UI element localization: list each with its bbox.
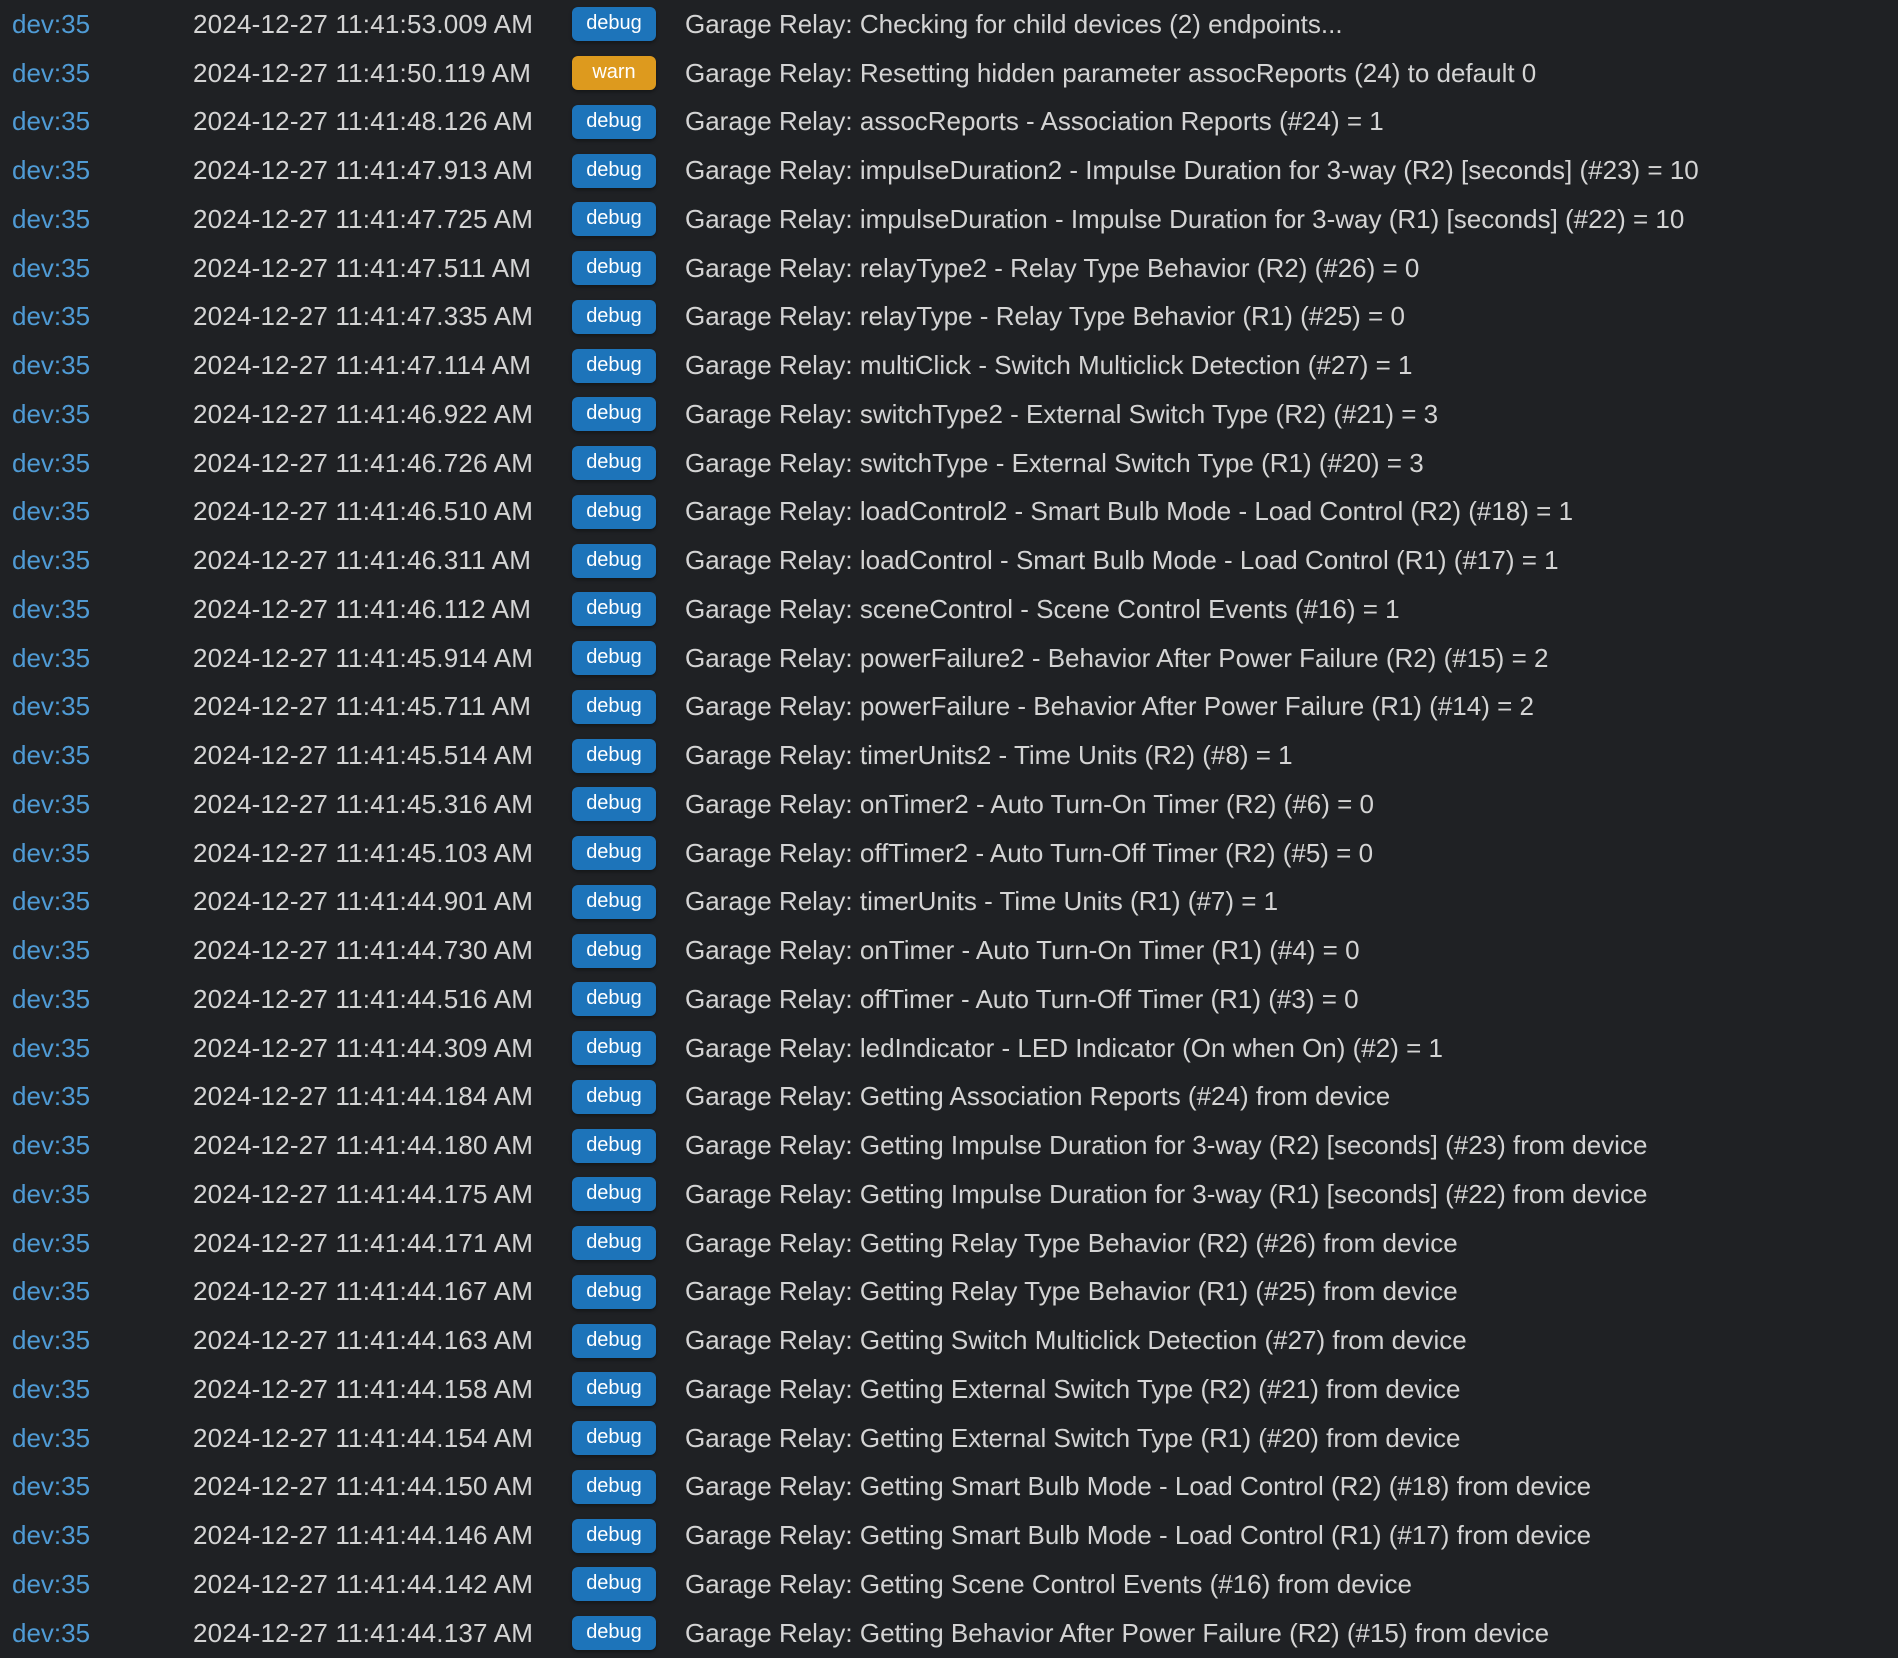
log-row [0,1073,1898,1122]
timestamp: 2024-12-27 11:41:46.311 AM [193,545,532,576]
timestamp: 2024-12-27 11:41:47.114 AM [193,350,532,381]
level-badge-cell [560,1177,685,1211]
log-row [0,49,1898,98]
level-badge: debug [572,885,656,919]
log-row [0,1024,1898,1073]
level-badge-cell [560,105,685,139]
device-link[interactable]: dev:35 [12,593,91,624]
log-message: Garage Relay: relayType2 - Relay Type Behavior (R2) (#26) = 0 [685,252,1420,283]
level-badge-cell [560,7,685,41]
level-badge-cell [560,446,685,480]
level-badge-cell [560,495,685,529]
log-message: Garage Relay: Getting External Switch Type (R2) (#21) from device [685,1373,1461,1404]
level-badge: debug [572,349,656,383]
log-row [0,98,1898,147]
level-badge-cell [560,349,685,383]
level-badge-cell [560,885,685,919]
device-link[interactable]: dev:35 [12,1325,91,1356]
level-badge: debug [572,154,656,188]
device-link[interactable]: dev:35 [12,350,91,381]
log-row [0,1414,1898,1463]
device-link[interactable]: dev:35 [12,57,91,88]
log-message: Garage Relay: relayType - Relay Type Behavior (R1) (#25) = 0 [685,301,1405,332]
log-row [0,1463,1898,1512]
timestamp: 2024-12-27 11:41:48.126 AM [193,106,534,137]
level-badge: debug [572,397,656,431]
level-badge-cell [560,397,685,431]
timestamp: 2024-12-27 11:41:44.171 AM [193,1227,534,1258]
level-badge-cell [560,544,685,578]
log-row [0,341,1898,390]
level-badge-cell [560,1129,685,1163]
timestamp: 2024-12-27 11:41:44.516 AM [193,983,534,1014]
level-badge-cell [560,787,685,821]
timestamp: 2024-12-27 11:41:45.103 AM [193,837,534,868]
log-row [0,731,1898,780]
log-message: Garage Relay: Getting Smart Bulb Mode - Load Control (R1) (#17) from device [685,1520,1592,1551]
timestamp: 2024-12-27 11:41:44.730 AM [193,935,534,966]
timestamp: 2024-12-27 11:41:44.175 AM [193,1178,534,1209]
log-message: Garage Relay: Checking for child devices (2) endpoints... [685,8,1343,39]
log-row [0,1219,1898,1268]
timestamp: 2024-12-27 11:41:44.309 AM [193,1032,534,1063]
timestamp: 2024-12-27 11:41:50.119 AM [193,57,532,88]
log-row [0,1268,1898,1317]
log-message: Garage Relay: Getting Impulse Duration for 3-way (R1) [seconds] (#22) from device [685,1178,1648,1209]
log-row [0,488,1898,537]
log-message: Garage Relay: Getting Impulse Duration for 3-way (R2) [seconds] (#23) from device [685,1130,1648,1161]
log-row [0,195,1898,244]
level-badge: debug [572,446,656,480]
timestamp: 2024-12-27 11:41:47.335 AM [193,301,534,332]
device-link[interactable]: dev:35 [12,1568,91,1599]
level-badge: debug [572,7,656,41]
log-row [0,293,1898,342]
level-badge: debug [572,1226,656,1260]
timestamp: 2024-12-27 11:41:45.316 AM [193,788,534,819]
timestamp: 2024-12-27 11:41:44.184 AM [193,1081,534,1112]
log-row [0,926,1898,975]
device-link[interactable]: dev:35 [12,1227,91,1258]
timestamp: 2024-12-27 11:41:44.158 AM [193,1373,534,1404]
device-link[interactable]: dev:35 [12,447,91,478]
log-row [0,829,1898,878]
level-badge: debug [572,202,656,236]
log-row [0,878,1898,927]
timestamp: 2024-12-27 11:41:44.142 AM [193,1568,534,1599]
log-message: Garage Relay: Getting Smart Bulb Mode - Load Control (R2) (#18) from device [685,1471,1592,1502]
level-badge: debug [572,1177,656,1211]
log-row [0,1365,1898,1414]
level-badge-cell [560,592,685,626]
log-row [0,1316,1898,1365]
log-row [0,244,1898,293]
device-link[interactable]: dev:35 [12,1178,91,1209]
level-badge: debug [572,300,656,334]
level-badge: debug [572,592,656,626]
level-badge: debug [572,1324,656,1358]
log-message: Garage Relay: timerUnits - Time Units (R1) (#7) = 1 [685,886,1279,917]
level-badge: debug [572,787,656,821]
timestamp: 2024-12-27 11:41:44.154 AM [193,1422,534,1453]
level-badge: warn [572,56,656,90]
log-message: Garage Relay: offTimer - Auto Turn-Off Timer (R1) (#3) = 0 [685,983,1359,1014]
timestamp: 2024-12-27 11:41:53.009 AM [193,8,534,39]
level-badge: debug [572,739,656,773]
log-message: Garage Relay: Getting Relay Type Behavior (R2) (#26) from device [685,1227,1458,1258]
device-link[interactable]: dev:35 [12,8,91,39]
log-message: Garage Relay: Getting Scene Control Events (#16) from device [685,1568,1412,1599]
device-link[interactable]: dev:35 [12,155,91,186]
level-badge: debug [572,690,656,724]
level-badge: debug [572,1567,656,1601]
log-row [0,585,1898,634]
device-link[interactable]: dev:35 [12,1032,91,1063]
device-link[interactable]: dev:35 [12,691,91,722]
level-badge: debug [572,1372,656,1406]
device-link[interactable]: dev:35 [12,740,91,771]
device-link[interactable]: dev:35 [12,301,91,332]
level-badge: debug [572,1519,656,1553]
log-row [0,1609,1898,1658]
level-badge: debug [572,495,656,529]
device-link[interactable]: dev:35 [12,252,91,283]
log-message: Garage Relay: offTimer2 - Auto Turn-Off Timer (R2) (#5) = 0 [685,837,1374,868]
log-row [0,780,1898,829]
level-badge: debug [572,1275,656,1309]
log-row [0,1121,1898,1170]
log-row [0,390,1898,439]
timestamp: 2024-12-27 11:41:44.150 AM [193,1471,534,1502]
timestamp: 2024-12-27 11:41:47.913 AM [193,155,534,186]
level-badge-cell [560,202,685,236]
level-badge-cell [560,154,685,188]
log-message: Garage Relay: Resetting hidden parameter assocReports (24) to default 0 [685,57,1537,88]
log-row [0,1560,1898,1609]
log-message: Garage Relay: powerFailure - Behavior After Power Failure (R1) (#14) = 2 [685,691,1534,722]
log-row [0,146,1898,195]
log-message: Garage Relay: Getting Behavior After Power Failure (R2) (#15) from device [685,1617,1550,1648]
log-message: Garage Relay: onTimer - Auto Turn-On Timer (R1) (#4) = 0 [685,935,1360,966]
device-link[interactable]: dev:35 [12,1130,91,1161]
level-badge-cell [560,739,685,773]
timestamp: 2024-12-27 11:41:45.914 AM [193,642,534,673]
log-message: Garage Relay: assocReports - Association Reports (#24) = 1 [685,106,1384,137]
level-badge: debug [572,934,656,968]
device-link[interactable]: dev:35 [12,1373,91,1404]
level-badge: debug [572,1080,656,1114]
device-link[interactable]: dev:35 [12,1081,91,1112]
timestamp: 2024-12-27 11:41:46.510 AM [193,496,534,527]
log-message: Garage Relay: multiClick - Switch Multiclick Detection (#27) = 1 [685,350,1413,381]
level-badge-cell [560,1421,685,1455]
level-badge-cell [560,1616,685,1650]
level-badge-cell [560,1324,685,1358]
device-link[interactable]: dev:35 [12,496,91,527]
device-link[interactable]: dev:35 [12,983,91,1014]
log-message: Garage Relay: Getting Switch Multiclick Detection (#27) from device [685,1325,1467,1356]
level-badge: debug [572,982,656,1016]
device-link[interactable]: dev:35 [12,1617,91,1648]
level-badge: debug [572,1616,656,1650]
level-badge-cell [560,1567,685,1601]
device-link[interactable]: dev:35 [12,788,91,819]
timestamp: 2024-12-27 11:41:46.726 AM [193,447,534,478]
level-badge-cell [560,1080,685,1114]
level-badge-cell [560,1031,685,1065]
device-link[interactable]: dev:35 [12,1520,91,1551]
log-message: Garage Relay: powerFailure2 - Behavior After Power Failure (R2) (#15) = 2 [685,642,1549,673]
log-message: Garage Relay: onTimer2 - Auto Turn-On Timer (R2) (#6) = 0 [685,788,1375,819]
log-message: Garage Relay: switchType2 - External Switch Type (R2) (#21) = 3 [685,398,1439,429]
level-badge-cell [560,1372,685,1406]
device-link[interactable]: dev:35 [12,1471,91,1502]
log-message: Garage Relay: Getting External Switch Type (R1) (#20) from device [685,1422,1461,1453]
log-row [0,975,1898,1024]
level-badge: debug [572,251,656,285]
level-badge-cell [560,836,685,870]
level-badge: debug [572,1421,656,1455]
log-row [0,634,1898,683]
timestamp: 2024-12-27 11:41:44.163 AM [193,1325,534,1356]
device-link[interactable]: dev:35 [12,545,91,576]
level-badge: debug [572,1031,656,1065]
log-message: Garage Relay: switchType - External Switch Type (R1) (#20) = 3 [685,447,1424,478]
level-badge: debug [572,105,656,139]
log-message: Garage Relay: loadControl - Smart Bulb Mode - Load Control (R1) (#17) = 1 [685,545,1559,576]
log-message: Garage Relay: timerUnits2 - Time Units (R2) (#8) = 1 [685,740,1293,771]
level-badge-cell [560,690,685,724]
timestamp: 2024-12-27 11:41:44.180 AM [193,1130,534,1161]
level-badge-cell [560,641,685,675]
level-badge-cell [560,1470,685,1504]
level-badge-cell [560,251,685,285]
log-row [0,536,1898,585]
level-badge: debug [572,1129,656,1163]
device-link[interactable]: dev:35 [12,886,91,917]
device-link[interactable]: dev:35 [12,1276,91,1307]
device-link[interactable]: dev:35 [12,106,91,137]
timestamp: 2024-12-27 11:41:44.146 AM [193,1520,534,1551]
timestamp: 2024-12-27 11:41:46.922 AM [193,398,534,429]
device-link[interactable]: dev:35 [12,837,91,868]
timestamp: 2024-12-27 11:41:44.167 AM [193,1276,534,1307]
device-link[interactable]: dev:35 [12,398,91,429]
level-badge-cell [560,1275,685,1309]
log-row [0,683,1898,732]
timestamp: 2024-12-27 11:41:47.511 AM [193,252,532,283]
log-message: Garage Relay: Getting Association Reports (#24) from device [685,1081,1391,1112]
level-badge-cell [560,982,685,1016]
timestamp: 2024-12-27 11:41:45.711 AM [193,691,532,722]
log-message: Garage Relay: loadControl2 - Smart Bulb Mode - Load Control (R2) (#18) = 1 [685,496,1574,527]
level-badge-cell [560,300,685,334]
timestamp: 2024-12-27 11:41:45.514 AM [193,740,534,771]
level-badge: debug [572,544,656,578]
log-row [0,1170,1898,1219]
timestamp: 2024-12-27 11:41:44.901 AM [193,886,534,917]
log-row [0,0,1898,49]
log-message: Garage Relay: impulseDuration - Impulse Duration for 3-way (R1) [seconds] (#22) = 10 [685,203,1685,234]
log-message: Garage Relay: impulseDuration2 - Impulse Duration for 3-way (R2) [seconds] (#23) = 10 [685,155,1699,186]
level-badge-cell [560,934,685,968]
level-badge: debug [572,1470,656,1504]
log-message: Garage Relay: Getting Relay Type Behavior (R1) (#25) from device [685,1276,1458,1307]
level-badge: debug [572,836,656,870]
timestamp: 2024-12-27 11:41:46.112 AM [193,593,532,624]
timestamp: 2024-12-27 11:41:47.725 AM [193,203,534,234]
timestamp: 2024-12-27 11:41:44.137 AM [193,1617,534,1648]
level-badge-cell [560,1519,685,1553]
log-message: Garage Relay: sceneControl - Scene Control Events (#16) = 1 [685,593,1400,624]
log-message: Garage Relay: ledIndicator - LED Indicator (On when On) (#2) = 1 [685,1032,1443,1063]
device-link[interactable]: dev:35 [12,203,91,234]
level-badge-cell [560,56,685,90]
log-row [0,439,1898,488]
level-badge-cell [560,1226,685,1260]
device-link[interactable]: dev:35 [12,1422,91,1453]
device-link[interactable]: dev:35 [12,642,91,673]
device-link[interactable]: dev:35 [12,935,91,966]
level-badge: debug [572,641,656,675]
log-row [0,1511,1898,1560]
